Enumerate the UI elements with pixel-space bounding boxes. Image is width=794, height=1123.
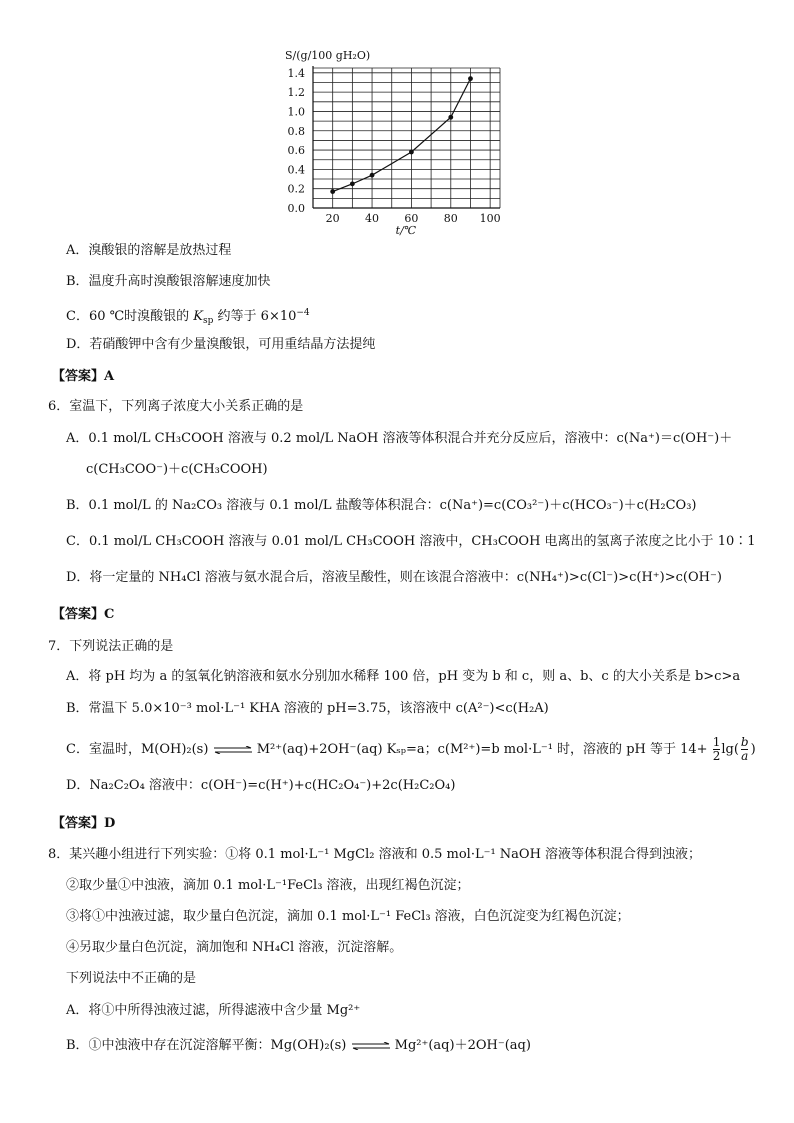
q8-stem-line1: 8．某兴趣小组进行下列实验：①将 0.1 mol·L⁻¹ MgCl₂ 溶液和 0.5 mol·L⁻¹ NaOH 溶液等体积混合得到浊液；: [48, 847, 702, 862]
q8-stem: 下列说法中不正确的是: [66, 971, 197, 986]
fraction-b-over-a: $\frac{b}{a}$: [740, 735, 749, 763]
x-tick-label: 60: [404, 212, 419, 225]
data-point: [448, 115, 453, 120]
y-tick-label: 0.2: [287, 182, 305, 196]
q7-answer: 【答案】D: [52, 816, 116, 831]
q8-step2: ②取少量①中浊液，滴加 0.1 mol·L⁻¹FeCl₃ 溶液，出现红褐色沉淀；: [66, 878, 470, 893]
q7-option-a: A．将 pH 均为 a 的氢氧化钠溶液和氨水分别加水稀释 100 倍，pH 变为 b 和 c，则 a、b、c 的大小关系是 b>c>a: [66, 669, 741, 684]
y-tick-label: 0.6: [287, 144, 305, 158]
equilibrium-arrow-icon: [213, 746, 253, 754]
q8-step4: ④另取少量白色沉淀，滴加饱和 NH₄Cl 溶液，沉淀溶解。: [66, 940, 403, 955]
q7-option-b: B．常温下 5.0×10⁻³ mol·L⁻¹ KHA 溶液的 pH=3.75，该溶液中 c(A²⁻)<c(H₂A): [66, 701, 549, 716]
q8-option-a: A．将①中所得浊液过滤，所得滤液中含少量 Mg²⁺: [66, 1003, 361, 1018]
q7-option-c: C．室温时，M(OH)₂(s) M²⁺(aq)+2OH⁻(aq) Kₛₚ=a；c(M²⁺)=b mol·L⁻¹ 时，溶液的 pH 等于 14+ $\frac{1}{2}$ lg( $\frac{b}{a}$ ): [66, 735, 756, 763]
y-tick-label: 0.0: [287, 202, 305, 215]
series-line: [333, 79, 471, 192]
fraction-half: $\frac{1}{2}$: [712, 735, 721, 763]
q8-step3: ③将①中浊液过滤，取少量白色沉淀，滴加 0.1 mol·L⁻¹ FeCl₃ 溶液，白色沉淀变为红褐色沉淀；: [66, 909, 630, 924]
data-point: [468, 76, 473, 81]
q5-answer: 【答案】A: [52, 369, 115, 384]
q5-option-a: A．溴酸银的溶解是放热过程: [66, 243, 232, 258]
x-tick-label: 40: [365, 212, 380, 225]
y-tick-label: 1.4: [287, 66, 305, 80]
data-point: [330, 189, 335, 194]
q6-option-c: C．0.1 mol/L CH₃COOH 溶液与 0.01 mol/L CH₃COOH 溶液中，CH₃COOH 电离出的氢离子浓度之比小于 10∶1: [66, 534, 756, 549]
equilibrium-arrow-icon: [351, 1042, 391, 1050]
q7-stem: 7．下列说法正确的是: [48, 639, 174, 654]
q6-option-a-line2: c(CH₃COO⁻)＋c(CH₃COOH): [86, 462, 268, 477]
x-tick-label: 20: [325, 212, 340, 225]
q6-option-b: B．0.1 mol/L 的 Na₂CO₃ 溶液与 0.1 mol/L 盐酸等体积混合：c(Na⁺)=c(CO₃²⁻)＋c(HCO₃⁻)＋c(H₂CO₃): [66, 498, 697, 513]
q8-option-b: B．①中浊液中存在沉淀溶解平衡：Mg(OH)₂(s) Mg²⁺(aq)＋2OH⁻(aq): [66, 1038, 531, 1053]
y-tick-label: 1.2: [287, 86, 305, 100]
q5-option-b: B．温度升高时溴酸银溶解速度加快: [66, 274, 271, 289]
y-tick-label: 0.8: [287, 124, 305, 138]
q6-stem: 6．室温下，下列离子浓度大小关系正确的是: [48, 399, 304, 414]
q5-option-c: C．60 ℃时溴酸银的 $K_{sp}$ 约等于 $6\times 10^{-4}$: [66, 308, 310, 326]
q7-option-d: D．Na₂C₂O₄ 溶液中：c(OH⁻)=c(H⁺)+c(HC₂O₄⁻)+2c(H₂C₂O₄): [66, 778, 456, 793]
q6-option-a-line1: A．0.1 mol/L CH₃COOH 溶液与 0.2 mol/L NaOH 溶液等体积混合并充分反应后，溶液中：c(Na⁺)＝c(OH⁻)＋: [66, 431, 733, 446]
x-tick-label: 100: [479, 212, 501, 225]
data-point: [350, 181, 355, 186]
y-axis-label: S/(g/100 gH₂O): [285, 49, 371, 62]
q5-option-d: D．若硝酸钾中含有少量溴酸银，可用重结晶方法提纯: [66, 337, 376, 352]
y-tick-label: 1.0: [287, 105, 305, 119]
x-axis-label: t/℃: [395, 224, 417, 237]
q6-option-d: D．将一定量的 NH₄Cl 溶液与氨水混合后，溶液呈酸性，则在该混合溶液中：c(NH₄⁺)>c(Cl⁻)>c(H⁺)>c(OH⁻): [66, 570, 722, 585]
x-tick-label: 80: [443, 212, 458, 225]
q6-answer: 【答案】C: [52, 607, 115, 622]
data-point: [370, 173, 375, 178]
data-point: [409, 150, 414, 155]
y-tick-label: 0.4: [287, 163, 305, 177]
